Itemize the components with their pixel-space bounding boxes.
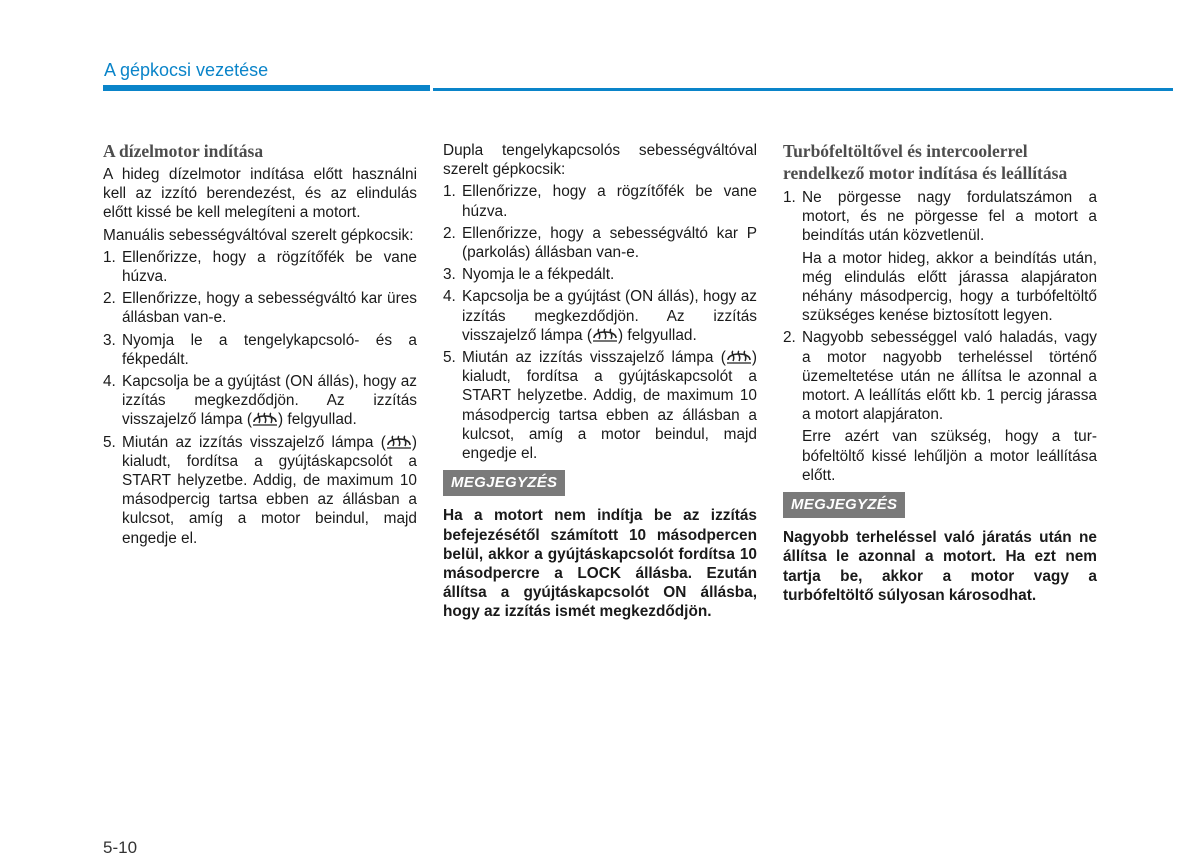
note-badge: MEGJEGYZÉS [443,470,565,496]
step-number: 4. [443,288,456,306]
step-number: 5. [443,349,456,367]
glow-plug-indicator-icon [252,410,278,427]
step-number: 3. [443,266,456,284]
step-text: Nyomja le a fékpedált. [462,266,615,284]
step-number: 1. [443,183,456,201]
list-item [103,331,417,369]
note-badge: MEGJEGYZÉS [783,492,905,518]
glow-plug-indicator-icon [592,326,618,343]
header-rule-thin [433,88,1173,91]
note-text: Ha a motort nem indítja be az izzítás befejezésétől számított 10 másodpercen belül, akkor a gyújtáskapcsolót fordítsa 10 másodpercre a LOCK állásba. Ezután állítsa a gyújtáskapcsolót ON állásba, hogy az izzítás ismét megkezdődjön. [443,507,757,621]
list-item [103,289,417,327]
diesel-start-heading: A dízelmotor indítása [103,141,264,161]
step-text: Ellenőrizze, hogy a rögzítőfék be vane húzva. [122,248,417,286]
turbo-heading: Turbófeltöltővel és intercoolerrel rendelkező motor indítása és leállítása [783,141,1068,183]
list-item [443,287,757,345]
page-number: 5-10 [103,838,138,857]
step-number: 1. [783,189,796,206]
note-text: Nagyobb terheléssel való járatás után ne állítsa le azonnal a motort. Ha ezt nem tartja be, akkor a motor vagy a turbófeltöltő súlyosan károsodhat. [783,529,1097,604]
step-subtext: Ha a motor hideg, akkor a beindítás után, még elindulás előtt járassa alapjáraton néhány másodpercig, hogy a turbófeltöltő szükséges kenése biztosított legyen. [802,249,1097,325]
step-text-post: ) felgyullad. [618,326,697,344]
section-title: A gépkocsi vezetése [104,60,269,80]
step-text: Nagyobb sebességgel való haladás, vagy a motor nagyobb terheléssel történő üzemeltetése után ne állítsa le azonnal a motort. A leállítás előtt kb. 1 percig járassa a motort alapjáraton. [802,329,1097,424]
step-text-pre: Miután az izzítás visszajelző lámpa ( [462,349,726,367]
list-item [783,188,1097,325]
step-text: Nyomja le a tengelykapcsoló- és a fékpedált. [122,331,417,368]
step-text-pre: Miután az izzítás visszajelző lámpa ( [122,433,386,451]
list-item [103,372,417,430]
glow-plug-indicator-icon [386,433,412,450]
list-item [443,265,757,284]
manual-transmission-intro: Manuális sebességváltóval szerelt gépkocsik: [103,226,414,244]
step-text-post: ) kialudt, fordítsa a gyújtáskapcsolót a START helyzetbe. Addig, de maximum 10 másodpercig tartsa ebben az állásban a kulcsot, amíg a motor beindul, majd engedje el. [462,349,757,463]
list-item [103,433,417,548]
dual-clutch-intro: Dupla tengelykapcsolós sebességváltóval szerelt gépkocsik: [443,142,757,179]
glow-plug-indicator-icon [726,348,752,365]
list-item [443,182,757,220]
step-text-pre: Kapcsolja be a gyújtást (ON állás), hogy az izzítás megkezdődjön. Az izzítás visszajelző lámpa ( [462,288,757,344]
column-3 [783,141,1097,605]
step-number: 5. [103,433,116,451]
step-number: 2. [103,290,116,308]
dct-steps-list [443,182,757,463]
column-1 [103,141,417,551]
list-item [443,348,757,463]
step-number: 1. [103,248,116,266]
step-text: Ellenőrizze, hogy a sebességváltó kar üres állásban van-e. [122,290,417,327]
step-text-post: ) kialudt, fordítsa a gyújtáskapcsolót a START helyzetbe. Addig, de maximum 10 másodpercig tartsa ebben az állásban a kulcsot, amíg a motor beindul, majd engedje el. [122,433,417,547]
step-number: 2. [443,224,456,242]
step-text: Ellenőrizze, hogy a sebességváltó kar P (parkolás) állásban van-e. [462,224,757,262]
diesel-intro-text: A hideg dízelmotor indítása előtt használni kell az izzító berendezést, és az elindulás előtt kissé be kell melegíteni a motort. [103,166,417,222]
header-rule-thick [103,85,430,91]
step-text: Ne pörgesse nagy fordulatszámon a motort, és ne pörgesse fel a motort a beindítás után közvetlenül. [802,189,1097,245]
step-subtext: Erre azért van szükség, hogy a turbófeltöltő kissé lehűljön a motor leállítása előtt. [802,428,1097,484]
step-number: 2. [783,329,796,347]
list-item [783,328,1097,485]
step-number: 4. [103,373,116,391]
manual-steps-list [103,248,417,548]
turbo-steps-list [783,188,1097,485]
step-text: Ellenőrizze, hogy a rögzítőfék be vane húzva. [462,183,757,220]
step-number: 3. [103,331,116,349]
step-text-pre: Kapcsolja be a gyújtást (ON állás), hogy az izzítás megkezdődjön. Az izzítás visszajelző lámpa ( [122,373,417,429]
list-item [103,248,417,286]
list-item [443,224,757,262]
step-text-post: ) felgyullad. [278,411,357,429]
column-2 [443,141,757,622]
